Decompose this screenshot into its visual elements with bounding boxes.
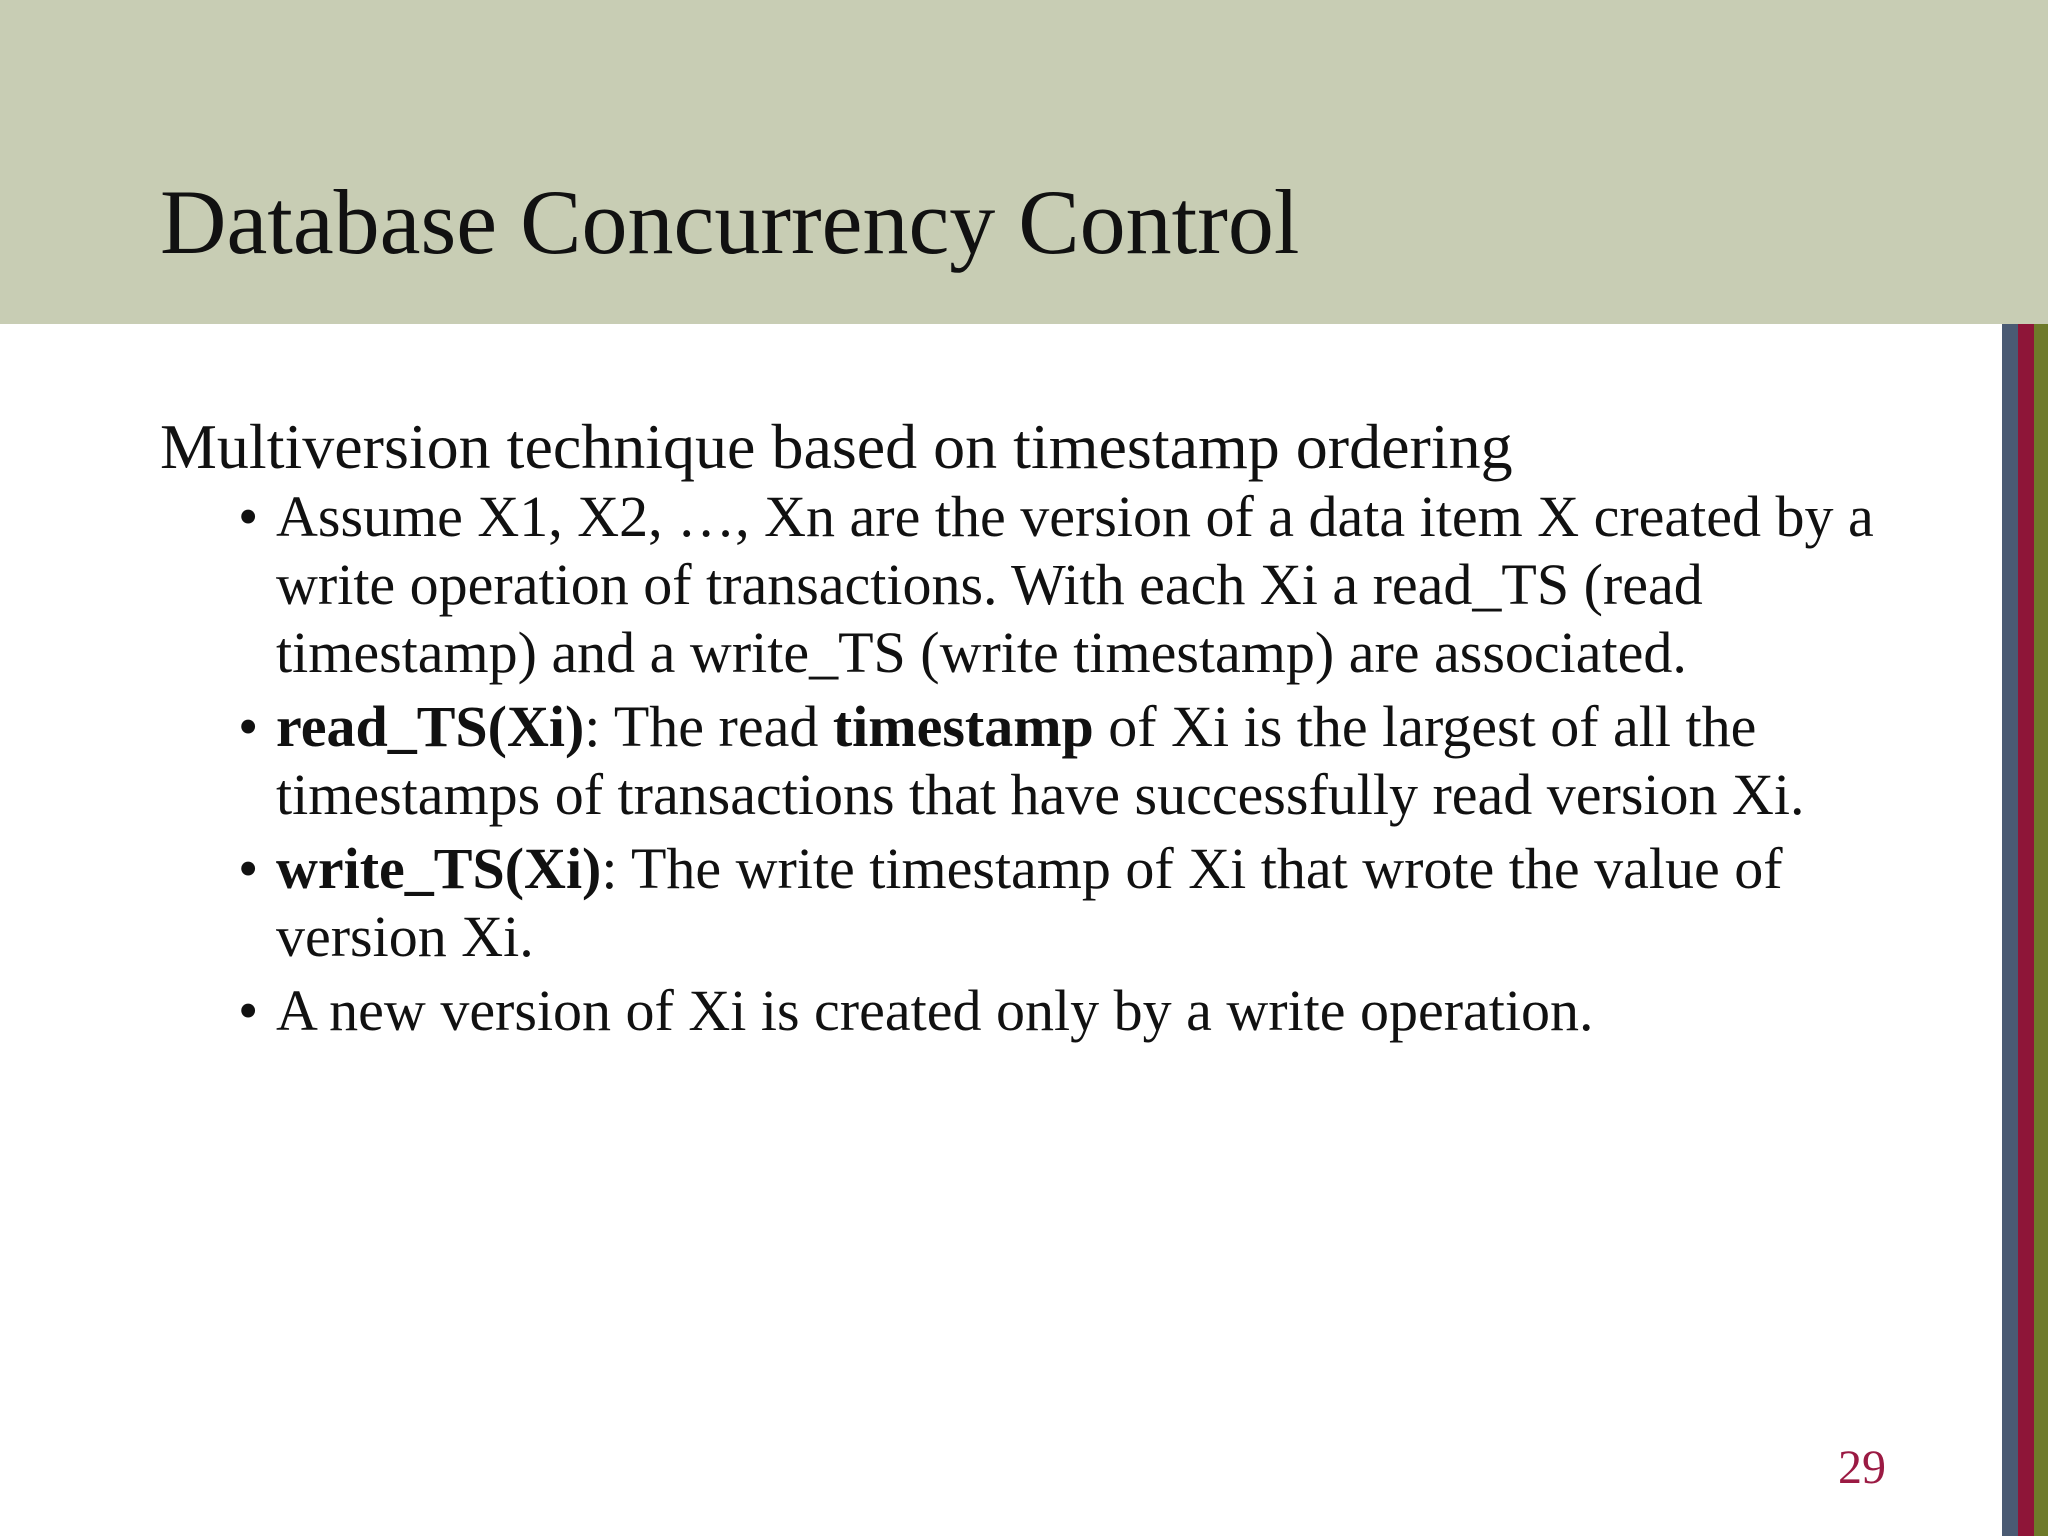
page-number: 29	[1838, 1441, 1886, 1494]
side-bar-red	[2018, 324, 2034, 1536]
bullet-term: write_TS(Xi)	[276, 836, 602, 902]
bullet-item-new-version	[238, 977, 1900, 1045]
slide-content	[160, 412, 1900, 1051]
bullet-item-versions	[238, 483, 1900, 687]
bullet-text: : The write timestamp of Xi that wrote the value of version Xi.	[276, 836, 1783, 970]
decorative-side-bars	[2002, 324, 2048, 1536]
bullet-list	[160, 483, 1900, 1045]
bullet-icon: •	[238, 978, 259, 1044]
bullet-item-read-ts	[238, 693, 1900, 829]
bullet-item-write-ts	[238, 835, 1900, 971]
bullet-term: read_TS(Xi)	[276, 694, 585, 760]
bullet-emphasis: timestamp	[832, 694, 1094, 760]
bullet-text: A new version of Xi is created only by a write operation.	[276, 978, 1594, 1044]
bullet-icon: •	[238, 484, 259, 550]
side-bar-green	[2034, 324, 2048, 1536]
bullet-text: Assume X1, X2, …, Xn are the version of a data item X created by a write operation of transactions. With each Xi a read_TS (read timestamp) and a write_TS (write timestamp) are associated.	[276, 484, 1874, 686]
title-band	[0, 0, 2048, 324]
bullet-icon: •	[238, 694, 259, 760]
bullet-text: of Xi is the largest of all the timestamps of transactions that have successfully read version Xi.	[276, 694, 1805, 828]
side-bar-blue	[2002, 324, 2018, 1536]
bullet-text: : The read	[584, 694, 833, 760]
lead-text: Multiversion technique based on timestamp ordering	[160, 411, 1513, 482]
bullet-icon: •	[238, 836, 259, 902]
slide-title: Database Concurrency Control	[160, 171, 1300, 273]
